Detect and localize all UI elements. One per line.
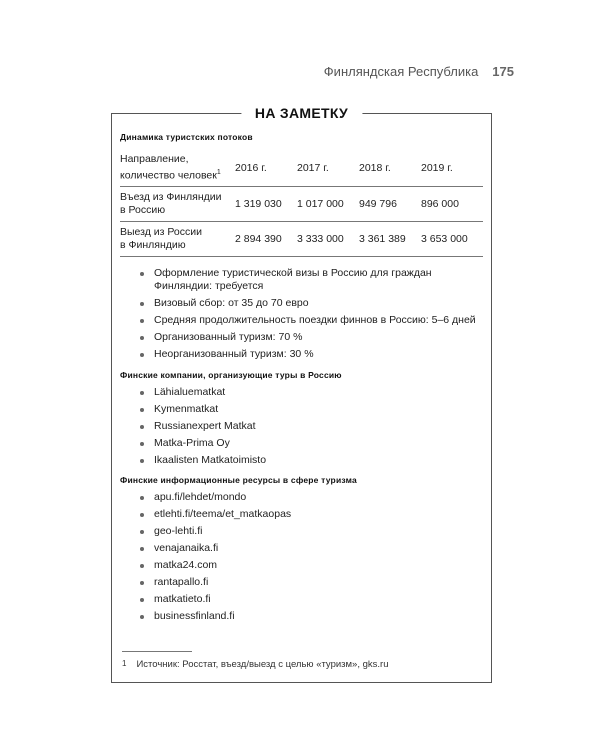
direction-header [120,150,235,186]
table-cell: 1 319 030 [235,197,282,210]
year-header: 2017 г. [297,161,329,174]
direction-header-line2: количество человек [120,169,217,182]
list-item: geo-lehti.fi [140,525,483,539]
year-header: 2018 г. [359,161,391,174]
row-label-line2: в Россию [120,203,166,216]
year-header: 2019 г. [421,161,453,174]
note-box-title: НА ЗАМЕТКУ [241,105,362,121]
row-label-line1: Въезд из Финляндии [120,190,222,203]
list-item: Оформление туристической визы в Россию для граждан Финляндии: требуется [140,267,483,294]
page-number: 175 [492,64,514,79]
note-box-content [120,132,483,627]
footnote [122,659,388,670]
list-item: etlehti.fi/teema/et_matkaopas [140,508,483,522]
list-item: rantapallo.fi [140,576,483,590]
list-item: Kymenmatkat [140,403,483,417]
list-item: apu.fi/lehdet/mondo [140,491,483,505]
chapter-title: Финляндская Республика [323,64,479,79]
footnote-text: Источник: Росстат, въезд/выезд с целью «туризм», gks.ru [136,659,389,670]
table-cell: 3 361 389 [359,232,406,245]
section-title-companies: Финские компании, организующие туры в Россию [120,369,342,380]
list-item: Lähialuematkat [140,386,483,400]
footnote-divider [122,651,192,652]
table-cell: 3 333 000 [297,232,344,245]
footnote-mark: 1 [122,659,127,668]
running-head [324,64,514,79]
list-item: Ikaalisten Matkatoimisto [140,454,483,468]
list-item: matka24.com [140,559,483,573]
year-header: 2016 г. [235,161,267,174]
row-label-line1: Выезд из России [120,225,202,238]
section-title-resources: Финские информационные ресурсы в сфере туризма [120,475,357,485]
table-cell: 896 000 [421,197,459,210]
row-label-line2: в Финляндию [120,238,186,251]
list-item: Matka-Prima Oy [140,437,483,451]
direction-header-line1: Направление, [120,153,189,165]
list-item: matkatieto.fi [140,593,483,607]
footnote-ref: 1 [216,169,221,176]
list-item: Неорганизованный туризм: 30 % [140,348,483,362]
list-item: businessfinland.fi [140,610,483,624]
resources-list [120,491,483,624]
row-label [120,221,235,256]
table-row [120,221,483,256]
facts-list [120,267,483,362]
tourist-flows-table [120,150,483,257]
table-cell: 2 894 390 [235,232,282,245]
list-item: Russianexpert Matkat [140,420,483,434]
list-item: venajanaika.fi [140,542,483,556]
table-header-row [120,150,483,186]
note-box [111,105,492,683]
table-cell: 3 653 000 [421,232,468,245]
list-item: Организованный туризм: 70 % [140,331,483,345]
row-label [120,186,235,221]
list-item: Средняя продолжительность поездки финнов в Россию: 5–6 дней [140,314,483,328]
list-item: Визовый сбор: от 35 до 70 евро [140,297,483,311]
section-title-tourist-flows: Динамика туристских потоков [120,132,253,142]
table-cell: 1 017 000 [297,197,344,210]
table-row [120,186,483,221]
table-cell: 949 796 [359,197,397,210]
companies-list [120,386,483,468]
